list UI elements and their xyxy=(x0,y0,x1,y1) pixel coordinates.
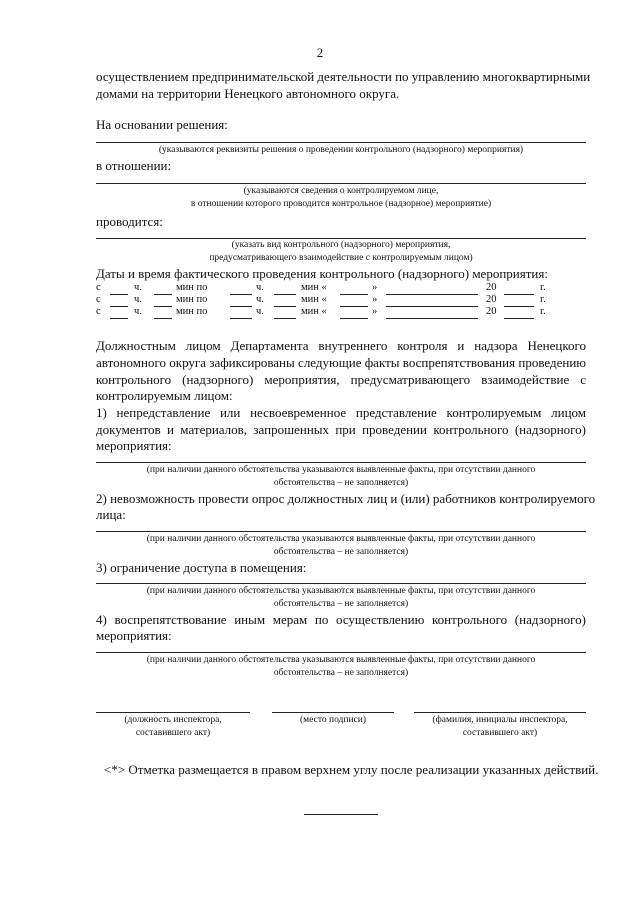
intro-line-2: домами на территории Ненецкого автономного округа. xyxy=(96,86,400,101)
decision-fill-line[interactable] xyxy=(96,142,586,143)
hour-label: ч. xyxy=(134,306,142,317)
type-hint-line-2: предусматривающего взаимодействие с контролируемым лицом) xyxy=(209,253,473,263)
hour-label: ч. xyxy=(256,294,264,305)
year-prefix: 20 xyxy=(486,282,497,293)
minutes-label: мин « xyxy=(301,294,327,305)
item1-fill-line[interactable] xyxy=(96,462,586,463)
start-minute-field[interactable] xyxy=(154,318,172,319)
end-hour-field[interactable] xyxy=(230,318,252,319)
item3-hint-line-1: (при наличии данного обстоятельства указываются выявленные факты, при отсутствии данного xyxy=(146,586,536,596)
hour-label: ч. xyxy=(256,282,264,293)
inspector-name-hint-line-1: (фамилия, инициалы инспектора, xyxy=(432,715,568,725)
inspector-position-hint-line-1: (должность инспектора, xyxy=(124,715,222,725)
month-field[interactable] xyxy=(386,318,478,319)
minutes-to-label: мин по xyxy=(176,294,208,305)
inspector-name-hint-line-2: составившего акт) xyxy=(462,728,538,738)
item1-line-3: мероприятия: xyxy=(96,438,172,453)
item2-hint-line-1: (при наличии данного обстоятельства указываются выявленные факты, при отсутствии данного xyxy=(146,534,536,544)
signature-place-line[interactable] xyxy=(272,712,394,713)
date-row xyxy=(96,307,586,321)
item2-line-1: 2) невозможность провести опрос должностных лиц и (или) работников контролируемого xyxy=(96,491,596,506)
year-prefix: 20 xyxy=(486,294,497,305)
item4-fill-line[interactable] xyxy=(96,652,586,653)
day-field[interactable] xyxy=(340,318,368,319)
inspector-position-hint-line-2: составившего акт) xyxy=(135,728,211,738)
quote-close: » xyxy=(372,294,378,305)
person-hint-line-1: (указываются сведения о контролируемом лице, xyxy=(243,186,439,196)
person-fill-line[interactable] xyxy=(96,183,586,184)
person-hint-line-2: в отношении которого проводится контрольное (надзорное) мероприятие) xyxy=(190,199,492,209)
item2-fill-line[interactable] xyxy=(96,531,586,532)
decision-hint: (указываются реквизиты решения о проведении контрольного (надзорного) мероприятия) xyxy=(158,145,524,155)
page-number: 2 xyxy=(316,45,324,60)
minutes-to-label: мин по xyxy=(176,306,208,317)
hour-label: ч. xyxy=(134,282,142,293)
minutes-label: мин « xyxy=(301,282,327,293)
quote-close: » xyxy=(372,282,378,293)
item1-line-2: документов и материалов, запрошенных при проведении контрольного (надзорного) xyxy=(96,422,586,437)
year-suffix: г. xyxy=(540,282,546,293)
year-field[interactable] xyxy=(504,318,534,319)
item2-hint-line-2: обстоятельства – не заполняется) xyxy=(273,547,409,557)
hour-label: ч. xyxy=(256,306,264,317)
date-from-label: с xyxy=(96,294,101,305)
end-minute-field[interactable] xyxy=(274,318,296,319)
hour-label: ч. xyxy=(134,294,142,305)
closing-rule xyxy=(304,814,378,815)
type-fill-line[interactable] xyxy=(96,238,586,239)
item2-line-2: лица: xyxy=(96,507,126,522)
item4-hint-line-2: обстоятельства – не заполняется) xyxy=(273,668,409,678)
minutes-to-label: мин по xyxy=(176,282,208,293)
facts-line-4: контролируемым лицом: xyxy=(96,388,233,403)
inspector-name-line[interactable] xyxy=(414,712,586,713)
footnote: <*> Отметка размещается в правом верхнем углу после реализации указанных действий. xyxy=(104,762,599,777)
item4-line-2: мероприятия: xyxy=(96,628,172,643)
regarding-label: в отношении: xyxy=(96,158,172,173)
item3-line-1: 3) ограничение доступа в помещения: xyxy=(96,560,307,575)
date-from-label: с xyxy=(96,306,101,317)
year-suffix: г. xyxy=(540,306,546,317)
conducted-label: проводится: xyxy=(96,214,163,229)
intro-line-1: осуществлением предпринимательской деятельности по управлению многоквартирными xyxy=(96,69,591,84)
facts-line-1: Должностным лицом Департамента внутреннего контроля и надзора Ненецкого xyxy=(96,338,586,353)
facts-line-3: контрольного (надзорного) мероприятия, предусматривающего взаимодействие с xyxy=(96,372,586,387)
item1-hint-line-2: обстоятельства – не заполняется) xyxy=(273,478,409,488)
item4-hint-line-1: (при наличии данного обстоятельства указываются выявленные факты, при отсутствии данного xyxy=(146,655,536,665)
basis-label: На основании решения: xyxy=(96,117,228,132)
inspector-position-line[interactable] xyxy=(96,712,250,713)
item1-line-1: 1) непредставление или несвоевременное представление контролируемым лицом xyxy=(96,405,586,420)
dates-heading: Даты и время фактического проведения контрольного (надзорного) мероприятия: xyxy=(96,266,548,281)
item4-line-1: 4) воспрепятствование иным мерам по осуществлению контрольного (надзорного) xyxy=(96,612,586,627)
minutes-label: мин « xyxy=(301,306,327,317)
start-hour-field[interactable] xyxy=(110,318,128,319)
date-from-label: с xyxy=(96,282,101,293)
item3-hint-line-2: обстоятельства – не заполняется) xyxy=(273,599,409,609)
item1-hint-line-1: (при наличии данного обстоятельства указываются выявленные факты, при отсутствии данного xyxy=(146,465,536,475)
year-suffix: г. xyxy=(540,294,546,305)
quote-close: » xyxy=(372,306,378,317)
year-prefix: 20 xyxy=(486,306,497,317)
facts-line-2: автономного округа зафиксированы следующие факты воспрепятствования проведению xyxy=(96,355,586,370)
item3-fill-line[interactable] xyxy=(96,583,586,584)
type-hint-line-1: (указать вид контрольного (надзорного) мероприятия, xyxy=(231,240,451,250)
signature-place-hint: (место подписи) xyxy=(299,715,367,725)
